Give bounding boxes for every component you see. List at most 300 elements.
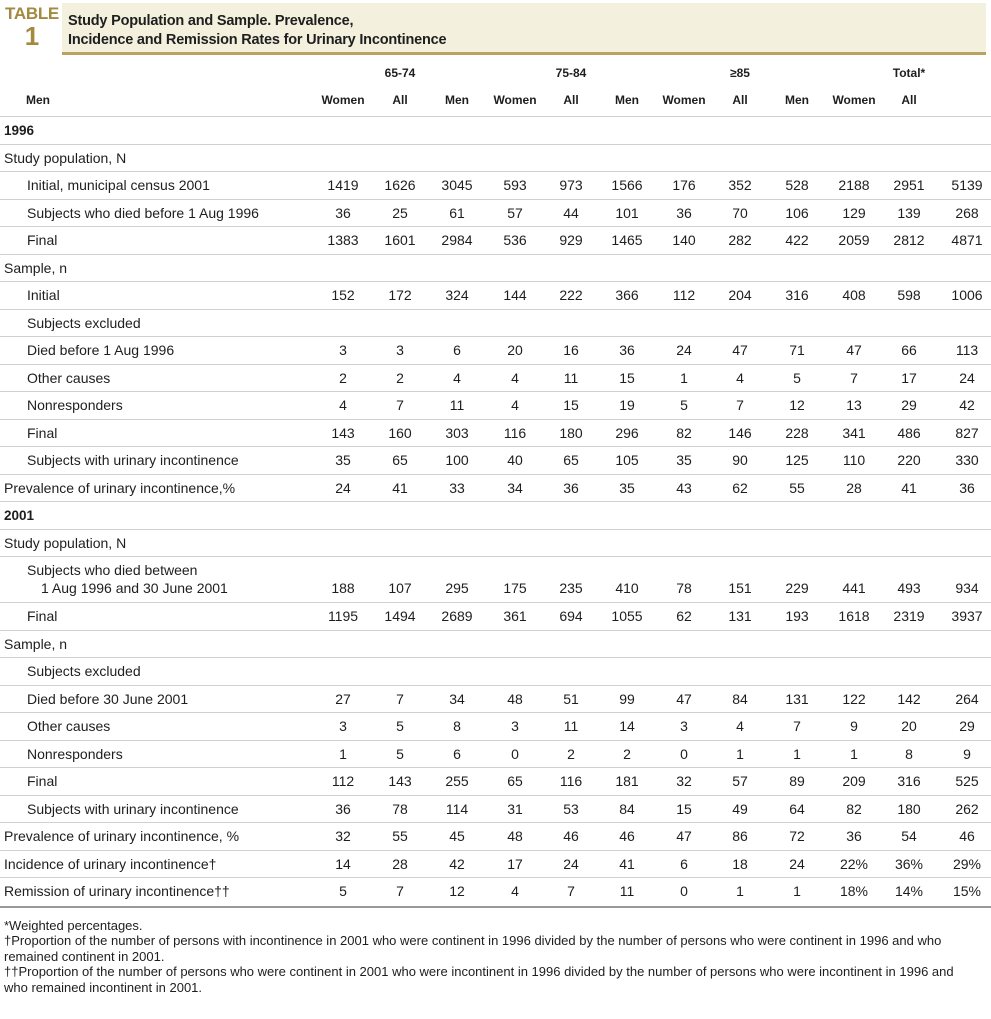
table-cell: 4 bbox=[339, 397, 347, 413]
title-line-1: Study Population and Sample. Prevalence, bbox=[68, 13, 354, 29]
table-cell: 36 bbox=[846, 828, 862, 844]
table-cell: 44 bbox=[563, 204, 579, 221]
table-cell: 5 bbox=[680, 397, 688, 413]
table-cell: 3 bbox=[339, 342, 347, 358]
row-label bbox=[27, 310, 141, 337]
table-cell: 8 bbox=[453, 718, 461, 734]
table-cell: 32 bbox=[676, 773, 692, 789]
column-header: All bbox=[732, 93, 748, 107]
table-cell: 5 bbox=[396, 745, 404, 762]
table-word: TABLE bbox=[5, 4, 59, 23]
table-cell: 35 bbox=[619, 479, 635, 496]
row-label-text-line2: 1 Aug 1996 and 30 June 2001 bbox=[41, 580, 228, 596]
table-cell: 47 bbox=[676, 690, 692, 707]
column-header: Men bbox=[445, 93, 469, 107]
table-cell: 24 bbox=[676, 342, 692, 358]
table-row bbox=[0, 602, 991, 630]
table-cell: 262 bbox=[955, 800, 979, 817]
table-cell: 65 bbox=[392, 452, 408, 468]
table-row bbox=[0, 364, 991, 392]
table-cell: 3 bbox=[511, 718, 519, 734]
table-cell: 176 bbox=[672, 177, 696, 193]
table-cell: 116 bbox=[559, 773, 583, 789]
table-cell: 2812 bbox=[893, 232, 925, 248]
row-label bbox=[27, 227, 57, 254]
table-row bbox=[0, 419, 991, 447]
table-cell: 175 bbox=[503, 580, 527, 596]
table-cell: 41 bbox=[619, 855, 635, 872]
column-group-label: 75-84 bbox=[555, 66, 587, 80]
table-cell: 341 bbox=[842, 424, 866, 441]
table-cell: 324 bbox=[445, 287, 469, 303]
table-cell: 20 bbox=[507, 342, 523, 358]
table-cell: 129 bbox=[842, 204, 866, 221]
table-cell: 1 bbox=[793, 745, 801, 762]
table-row bbox=[0, 171, 991, 199]
table-cell: 53 bbox=[563, 800, 579, 817]
table-cell: 366 bbox=[615, 287, 639, 303]
table-cell: 493 bbox=[897, 580, 921, 596]
table-cell: 2 bbox=[567, 745, 575, 762]
table-cell: 235 bbox=[559, 580, 583, 596]
row-label-text: Subjects with urinary incontinence bbox=[27, 452, 239, 468]
table-cell: 9 bbox=[850, 718, 858, 734]
row-label-text: Prevalence of urinary incontinence, % bbox=[4, 828, 240, 844]
table-cell: 3937 bbox=[951, 608, 983, 624]
row-label-text: Initial bbox=[27, 287, 60, 303]
table-cell: 15 bbox=[676, 800, 692, 817]
table-cell: 1618 bbox=[838, 608, 870, 624]
table-cell: 43 bbox=[676, 479, 692, 496]
table-cell: 17 bbox=[507, 855, 523, 872]
table-cell: 62 bbox=[732, 479, 748, 496]
table-cell: 24 bbox=[335, 479, 351, 496]
table-cell: 268 bbox=[955, 204, 979, 221]
row-label-text: Subjects excluded bbox=[27, 663, 141, 679]
table-cell: 296 bbox=[615, 424, 639, 441]
table-cell: 3 bbox=[339, 718, 347, 734]
table-cell: 11 bbox=[563, 369, 579, 386]
row-label bbox=[27, 282, 60, 309]
row-label bbox=[27, 686, 188, 713]
table-cell: 16 bbox=[563, 342, 579, 358]
table-cell: 1 bbox=[339, 745, 347, 762]
table-cell: 222 bbox=[559, 287, 583, 303]
table-cell: 139 bbox=[897, 204, 921, 221]
column-header: Women bbox=[493, 93, 537, 107]
row-label-text: Subjects who died before 1 Aug 1996 bbox=[27, 204, 259, 221]
table-cell: 18 bbox=[732, 855, 748, 872]
row-label-text: Died before 1 Aug 1996 bbox=[27, 342, 175, 358]
table-cell: 122 bbox=[842, 690, 866, 707]
row-label-text: Other causes bbox=[27, 369, 111, 386]
column-header: Women bbox=[832, 93, 876, 107]
table-cell: 25 bbox=[392, 204, 408, 221]
table-cell: 31 bbox=[507, 800, 523, 817]
footnote: †Proportion of the number of persons with incontinence in 2001 who were continent in 1996 divided by the number of persons who were continent in 1996 and who remained continent in 2001. bbox=[4, 933, 942, 964]
row-label-text: Study population, N bbox=[4, 149, 127, 166]
row-label-text: Final bbox=[27, 608, 58, 624]
table-cell: 2 bbox=[339, 369, 347, 386]
table-cell: 42 bbox=[959, 397, 975, 413]
row-label bbox=[4, 631, 67, 658]
table-cell: 62 bbox=[676, 608, 692, 624]
table-cell: 2059 bbox=[838, 232, 870, 248]
table-cell: 4 bbox=[511, 883, 519, 899]
table-cell: 46 bbox=[619, 828, 635, 844]
table-cell: 99 bbox=[619, 690, 635, 707]
table-cell: 1494 bbox=[384, 608, 416, 624]
row-label-text: Sample, n bbox=[4, 259, 68, 276]
footnotes bbox=[4, 918, 979, 996]
table-cell: 47 bbox=[732, 342, 748, 358]
table-cell: 35 bbox=[335, 452, 351, 468]
row-label-text: Study population, N bbox=[4, 534, 127, 551]
table-cell: 410 bbox=[615, 580, 639, 596]
table-cell: 7 bbox=[567, 883, 575, 899]
row-label bbox=[27, 392, 123, 419]
row-label bbox=[4, 502, 34, 529]
table-cell: 19 bbox=[619, 397, 635, 413]
table-cell: 4 bbox=[511, 397, 519, 413]
footnote: *Weighted percentages. bbox=[4, 917, 143, 933]
table-cell: 282 bbox=[728, 232, 752, 248]
table-row bbox=[0, 254, 991, 282]
table-cell: 24 bbox=[563, 855, 579, 872]
row-label bbox=[4, 878, 230, 905]
table-cell: 929 bbox=[559, 232, 583, 248]
table-bottom-rule bbox=[0, 906, 991, 908]
row-label bbox=[4, 145, 126, 172]
column-group-label: 65-74 bbox=[384, 66, 416, 80]
row-label-text: Final bbox=[27, 773, 58, 789]
table-cell: 41 bbox=[392, 479, 408, 496]
table-cell: 12 bbox=[789, 397, 805, 413]
table-cell: 28 bbox=[846, 479, 862, 496]
row-label-text: Subjects with urinary incontinence bbox=[27, 800, 239, 817]
table-cell: 36 bbox=[563, 479, 579, 496]
row-label-text: Subjects who died between bbox=[27, 562, 198, 578]
row-label-text: Final bbox=[27, 232, 58, 248]
table-cell: 486 bbox=[897, 424, 921, 441]
table-cell: 34 bbox=[449, 690, 465, 707]
table-cell: 7 bbox=[736, 397, 744, 413]
table-cell: 827 bbox=[955, 424, 979, 441]
table-row bbox=[0, 657, 991, 685]
table-cell: 47 bbox=[846, 342, 862, 358]
table-cell: 934 bbox=[955, 580, 979, 596]
row-label bbox=[27, 337, 174, 364]
table-cell: 160 bbox=[388, 424, 412, 441]
row-label-text: Sample, n bbox=[4, 635, 68, 652]
table-cell: 4 bbox=[453, 369, 461, 386]
table-cell: 5 bbox=[339, 883, 347, 899]
table-row bbox=[0, 281, 991, 309]
table-cell: 172 bbox=[388, 287, 412, 303]
table-cell: 973 bbox=[559, 177, 583, 193]
table-cell: 82 bbox=[676, 424, 692, 441]
table-cell: 593 bbox=[503, 177, 527, 193]
table-cell: 110 bbox=[842, 452, 866, 468]
column-header: Men bbox=[26, 93, 50, 107]
row-label bbox=[27, 365, 110, 392]
table-cell: 131 bbox=[728, 608, 752, 624]
row-label bbox=[27, 561, 228, 597]
table-cell: 29 bbox=[901, 397, 917, 413]
table-cell: 86 bbox=[732, 828, 748, 844]
table-cell: 7 bbox=[396, 883, 404, 899]
table-cell: 1 bbox=[736, 745, 744, 762]
table-cell: 422 bbox=[785, 232, 809, 248]
row-label-text: Initial, municipal census 2001 bbox=[27, 177, 210, 193]
row-label bbox=[27, 768, 57, 795]
table-cell: 113 bbox=[955, 342, 979, 358]
table-cell: 24 bbox=[789, 855, 805, 872]
table-cell: 4 bbox=[736, 369, 744, 386]
table-cell: 27 bbox=[335, 690, 351, 707]
column-group-label: ≥85 bbox=[730, 66, 750, 80]
table-cell: 11 bbox=[619, 883, 635, 899]
table-row bbox=[0, 529, 991, 557]
table-cell: 89 bbox=[789, 773, 805, 789]
table-header bbox=[4, 3, 986, 55]
table-cell: 107 bbox=[388, 580, 412, 596]
table-cell: 54 bbox=[901, 828, 917, 844]
table-row bbox=[0, 795, 991, 823]
table-cell: 1419 bbox=[327, 177, 359, 193]
table-cell: 180 bbox=[897, 800, 921, 817]
table-cell: 48 bbox=[507, 828, 523, 844]
table-cell: 2188 bbox=[838, 177, 870, 193]
table-cell: 7 bbox=[793, 718, 801, 734]
table-cell: 78 bbox=[676, 580, 692, 596]
table-cell: 6 bbox=[453, 745, 461, 762]
table-cell: 24 bbox=[959, 369, 975, 386]
table-cell: 14 bbox=[619, 718, 635, 734]
table-cell: 193 bbox=[785, 608, 809, 624]
table-cell: 264 bbox=[955, 690, 979, 707]
row-label-text: 1996 bbox=[4, 123, 35, 138]
table-cell: 295 bbox=[445, 580, 469, 596]
table-cell: 2951 bbox=[893, 177, 925, 193]
table-cell: 36 bbox=[335, 800, 351, 817]
row-label-text: Nonresponders bbox=[27, 397, 123, 413]
table-cell: 1626 bbox=[384, 177, 416, 193]
table-row bbox=[0, 446, 991, 474]
row-label bbox=[27, 447, 239, 474]
table-cell: 28 bbox=[392, 855, 408, 872]
row-label bbox=[4, 117, 34, 144]
table-cell: 114 bbox=[445, 800, 469, 817]
row-label bbox=[27, 200, 259, 227]
table-cell: 7 bbox=[396, 397, 404, 413]
row-label bbox=[27, 713, 110, 740]
table-cell: 36 bbox=[335, 204, 351, 221]
table-cell: 18% bbox=[839, 883, 869, 899]
table-row bbox=[0, 391, 991, 419]
table-cell: 146 bbox=[728, 424, 752, 441]
table-cell: 3045 bbox=[441, 177, 473, 193]
table-cell: 12 bbox=[449, 883, 465, 899]
table-cell: 694 bbox=[559, 608, 583, 624]
row-label-text: Subjects excluded bbox=[27, 314, 141, 331]
row-label-text: Other causes bbox=[27, 718, 111, 734]
table-cell: 316 bbox=[897, 773, 921, 789]
table-cell: 220 bbox=[897, 452, 921, 468]
table-cell: 1 bbox=[793, 883, 801, 899]
table-cell: 131 bbox=[785, 690, 809, 707]
table-cell: 1601 bbox=[384, 232, 416, 248]
table-row bbox=[0, 767, 991, 795]
table-cell: 4 bbox=[736, 718, 744, 734]
table-cell: 112 bbox=[331, 773, 355, 789]
table-cell: 36 bbox=[676, 204, 692, 221]
table-cell: 1566 bbox=[611, 177, 643, 193]
table-cell: 15 bbox=[563, 397, 579, 413]
table-cell: 65 bbox=[507, 773, 523, 789]
table-row bbox=[0, 199, 991, 227]
row-label bbox=[27, 172, 210, 199]
table-cell: 36 bbox=[619, 342, 635, 358]
table-cell: 408 bbox=[842, 287, 866, 303]
table-cell: 116 bbox=[503, 424, 527, 441]
table-cell: 15 bbox=[619, 369, 635, 386]
table-number: 1 bbox=[24, 21, 40, 51]
table-cell: 5139 bbox=[951, 177, 983, 193]
table-cell: 65 bbox=[563, 452, 579, 468]
table-cell: 0 bbox=[511, 745, 519, 762]
table-cell: 316 bbox=[785, 287, 809, 303]
table-cell: 4871 bbox=[951, 232, 983, 248]
table-cell: 45 bbox=[449, 828, 465, 844]
table-cell: 144 bbox=[503, 287, 527, 303]
table-cell: 48 bbox=[507, 690, 523, 707]
footnote: ††Proportion of the number of persons who were continent in 2001 who were incontinent in 1996 divided by the number of persons who were incontinent in 1996 and who remained incontinent in 2001. bbox=[4, 964, 954, 995]
table-cell: 17 bbox=[901, 369, 917, 386]
table-cell: 22% bbox=[839, 855, 869, 872]
table-cell: 70 bbox=[732, 204, 748, 221]
table-cell: 152 bbox=[331, 287, 355, 303]
table-cell: 46 bbox=[959, 828, 975, 844]
row-label bbox=[27, 603, 57, 630]
table-cell: 180 bbox=[559, 424, 583, 441]
table-cell: 2689 bbox=[441, 608, 473, 624]
row-label bbox=[27, 741, 123, 768]
table-cell: 101 bbox=[615, 204, 639, 221]
table-cell: 78 bbox=[392, 800, 408, 817]
column-header: Women bbox=[662, 93, 706, 107]
column-group-label: Total* bbox=[892, 66, 926, 80]
table-cell: 33 bbox=[449, 479, 465, 496]
table-cell: 0 bbox=[680, 883, 688, 899]
table-cell: 143 bbox=[331, 424, 355, 441]
table-cell: 84 bbox=[619, 800, 635, 817]
table-cell: 1 bbox=[736, 883, 744, 899]
table-cell: 352 bbox=[728, 177, 752, 193]
table-cell: 9 bbox=[963, 745, 971, 762]
table-cell: 46 bbox=[563, 828, 579, 844]
row-label bbox=[27, 796, 239, 823]
row-label bbox=[4, 255, 67, 282]
table-cell: 6 bbox=[453, 342, 461, 358]
table-cell: 525 bbox=[955, 773, 979, 789]
table-cell: 528 bbox=[785, 177, 809, 193]
table-cell: 2 bbox=[396, 369, 404, 386]
row-label-text: Nonresponders bbox=[27, 745, 123, 762]
table-cell: 204 bbox=[728, 287, 752, 303]
table-cell: 1 bbox=[680, 369, 688, 386]
table-cell: 1006 bbox=[951, 287, 983, 303]
table-cell: 151 bbox=[728, 580, 752, 596]
table-cell: 34 bbox=[507, 479, 523, 496]
table-cell: 55 bbox=[789, 479, 805, 496]
table-cell: 0 bbox=[680, 745, 688, 762]
table-cell: 5 bbox=[396, 718, 404, 734]
table-row bbox=[0, 474, 991, 502]
table-cell: 209 bbox=[842, 773, 866, 789]
row-label-text: Incidence of urinary incontinence† bbox=[4, 855, 217, 872]
table-cell: 35 bbox=[676, 452, 692, 468]
table-cell: 14% bbox=[894, 883, 924, 899]
table-row bbox=[0, 501, 991, 529]
table-body bbox=[0, 116, 991, 905]
table-cell: 7 bbox=[850, 369, 858, 386]
table-row bbox=[0, 822, 991, 850]
table-row bbox=[0, 309, 991, 337]
row-label-text: Final bbox=[27, 424, 58, 441]
table-cell: 441 bbox=[842, 580, 866, 596]
row-label-text: Died before 30 June 2001 bbox=[27, 690, 189, 707]
table-cell: 3 bbox=[396, 342, 404, 358]
table-cell: 229 bbox=[785, 580, 809, 596]
column-header: All bbox=[392, 93, 408, 107]
table-cell: 64 bbox=[789, 800, 805, 817]
title-line-2: Incidence and Remission Rates for Urinary Incontinence bbox=[68, 32, 447, 48]
table-cell: 7 bbox=[396, 690, 404, 707]
table-cell: 1465 bbox=[611, 232, 643, 248]
table-row bbox=[0, 877, 991, 905]
table-row bbox=[0, 226, 991, 254]
table-cell: 13 bbox=[846, 397, 862, 413]
table-cell: 228 bbox=[785, 424, 809, 441]
row-label bbox=[27, 658, 141, 685]
table-cell: 72 bbox=[789, 828, 805, 844]
table-cell: 90 bbox=[732, 452, 748, 468]
table-cell: 181 bbox=[615, 773, 639, 789]
table-cell: 143 bbox=[388, 773, 412, 789]
table-cell: 84 bbox=[732, 690, 748, 707]
table-row bbox=[0, 850, 991, 878]
column-header: Men bbox=[785, 93, 809, 107]
table-cell: 29 bbox=[959, 718, 975, 734]
table-cell: 11 bbox=[449, 397, 465, 413]
table-cell: 105 bbox=[615, 452, 639, 468]
table-cell: 1383 bbox=[327, 232, 359, 248]
row-label bbox=[4, 823, 239, 850]
table-cell: 3 bbox=[680, 718, 688, 734]
table-cell: 51 bbox=[563, 690, 579, 707]
table-cell: 49 bbox=[732, 800, 748, 817]
table-cell: 125 bbox=[785, 452, 809, 468]
row-label-text: 2001 bbox=[4, 508, 35, 523]
table-cell: 15% bbox=[952, 883, 982, 899]
column-header: All bbox=[901, 93, 917, 107]
table-row bbox=[0, 556, 991, 602]
table-cell: 112 bbox=[672, 287, 696, 303]
table-cell: 61 bbox=[449, 204, 465, 221]
table-cell: 303 bbox=[445, 424, 469, 441]
table-cell: 361 bbox=[503, 608, 527, 624]
